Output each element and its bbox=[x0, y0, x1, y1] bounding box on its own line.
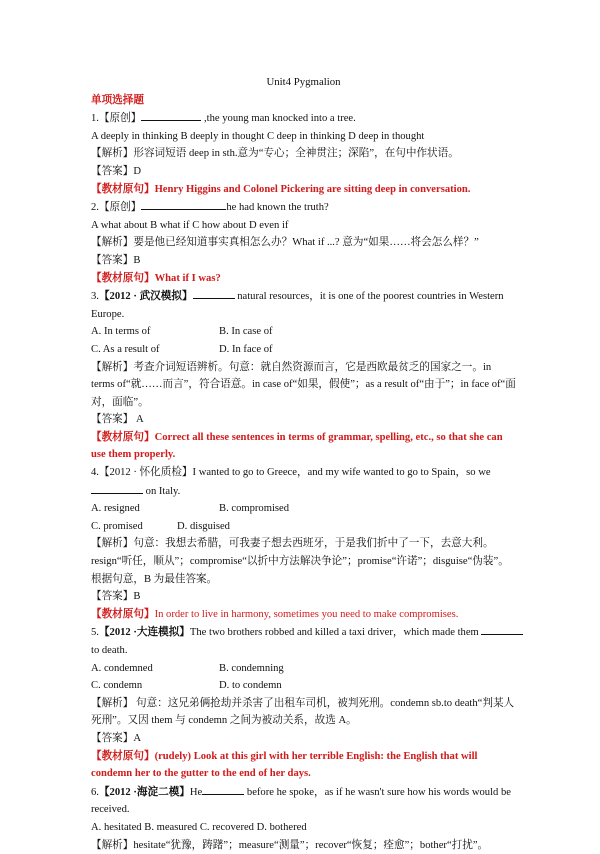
question-2-analysis: 【解析】要是他已经知道事实真相怎么办？What if ...? 意为“如果……将会怎么样？” bbox=[91, 237, 479, 249]
question-4-stem-cont: on Italy. bbox=[91, 482, 516, 501]
answer-blank bbox=[141, 109, 201, 121]
question-5-stem-cont: to death. bbox=[91, 645, 128, 656]
question-3-analysis: 【解析】考查介词短语辨析。句意：就自然资源而言，它是西欧最贫乏的国家之一。in terms of“就……而言”，符合语意。in case of“如果，假使”；as a result of“由于”；in face of“面对，面临”。 bbox=[91, 361, 516, 408]
question-5-options-row-2: C. condemn D. to condemn bbox=[91, 680, 282, 692]
question-4-source: 【教材原句】In order to live in harmony, sometimes you need to make compromises. bbox=[91, 608, 459, 620]
question-1-answer: 【答案】D bbox=[91, 165, 142, 177]
question-3-options-row-2: C. As a result of D. In face of bbox=[91, 343, 273, 355]
question-6-stem: 6.【2012 ·海淀二模】He before he spoke，as if he wasn't sure how his words would be bbox=[91, 783, 516, 802]
question-2-source: 【教材原句】What if I was? bbox=[91, 272, 221, 284]
question-3-answer: 【答案】 A bbox=[91, 414, 144, 426]
question-6-analysis: 【解析】hesitate“犹豫，踌躇”；measure“测量”；recover“恢复；痊愈”；bother“打扰”。 bbox=[91, 839, 489, 851]
question-2-options: A what about B what if C how about D even if bbox=[91, 219, 289, 231]
question-4-options-row-1: A. resigned B. compromised bbox=[91, 503, 290, 515]
answer-blank bbox=[481, 623, 523, 635]
question-4-analysis: 【解析】句意：我想去希腊，可我妻子想去西班牙，于是我们折中了一下，去意大利。resign“听任，顺从”；compromise“以折中方法解决争论”；promise“许诺”；disguise“伪装”。根据句意，B 为最佳答案。 bbox=[91, 538, 509, 585]
question-3-source: 【教材原句】Correct all these sentences in terms of grammar, spelling, etc., so that she can use them properly. bbox=[91, 431, 503, 461]
answer-blank bbox=[202, 783, 244, 795]
section-heading: 单项选择题 bbox=[91, 94, 144, 106]
question-5-analysis: 【解析】 句意：这兄弟俩抢劫并杀害了出租车司机，被判死刑。condemn sb.to death“判某人死刑”。又因 them 与 condemn 之间为被动关系，故选 A。 bbox=[91, 697, 515, 727]
question-2-answer: 【答案】B bbox=[91, 254, 141, 266]
question-6-stem-cont: received. bbox=[91, 804, 130, 816]
answer-blank bbox=[141, 198, 226, 210]
question-1-source: 【教材原句】Henry Higgins and Colonel Pickering are sitting deep in conversation. bbox=[91, 183, 471, 195]
question-6-options: A. hesitated B. measured C. recovered D. bothered bbox=[91, 821, 307, 833]
document-title: Unit4 Pygmalion bbox=[266, 76, 341, 88]
question-5-answer: 【答案】A bbox=[91, 732, 142, 744]
question-4-stem: 4.【2012 · 怀化质检】I wanted to go to Greece，and my wife wanted to go to Spain，so we bbox=[91, 467, 491, 479]
question-1-analysis: 【解析】形容词短语 deep in sth.意为“专心；全神贯注；深陷”，在句中作状语。 bbox=[91, 148, 459, 160]
answer-blank bbox=[91, 482, 143, 494]
question-1-stem: 1.【原创】 ,the young man knocked into a tree. bbox=[91, 109, 516, 128]
question-4-answer: 【答案】B bbox=[91, 591, 141, 603]
answer-blank bbox=[193, 287, 235, 299]
question-3-options-row-1: A. In terms of B. In case of bbox=[91, 326, 273, 338]
question-5-options-row-1: A. condemned B. condemning bbox=[91, 662, 284, 674]
question-3-stem-cont: Europe. bbox=[91, 308, 125, 320]
question-4-options-row-2: C. promised D. disguised bbox=[91, 520, 230, 532]
question-2-stem: 2.【原创】 he had known the truth? bbox=[91, 198, 516, 217]
question-3-stem: 3.【2012 · 武汉模拟】 natural resources，it is one of the poorest countries in Western bbox=[91, 287, 516, 306]
question-1-options: A deeply in thinking B deeply in thought C deep in thinking D deep in thought bbox=[91, 130, 425, 142]
document-page bbox=[91, 74, 516, 854]
question-5-stem: 5.【2012 ·大连模拟】The two brothers robbed and killed a taxi driver，which made them bbox=[91, 623, 516, 642]
question-5-source: 【教材原句】(rudely) Look at this girl with her terrible English: the English that will condemn her to the gutter to the end of her days. bbox=[91, 750, 478, 780]
